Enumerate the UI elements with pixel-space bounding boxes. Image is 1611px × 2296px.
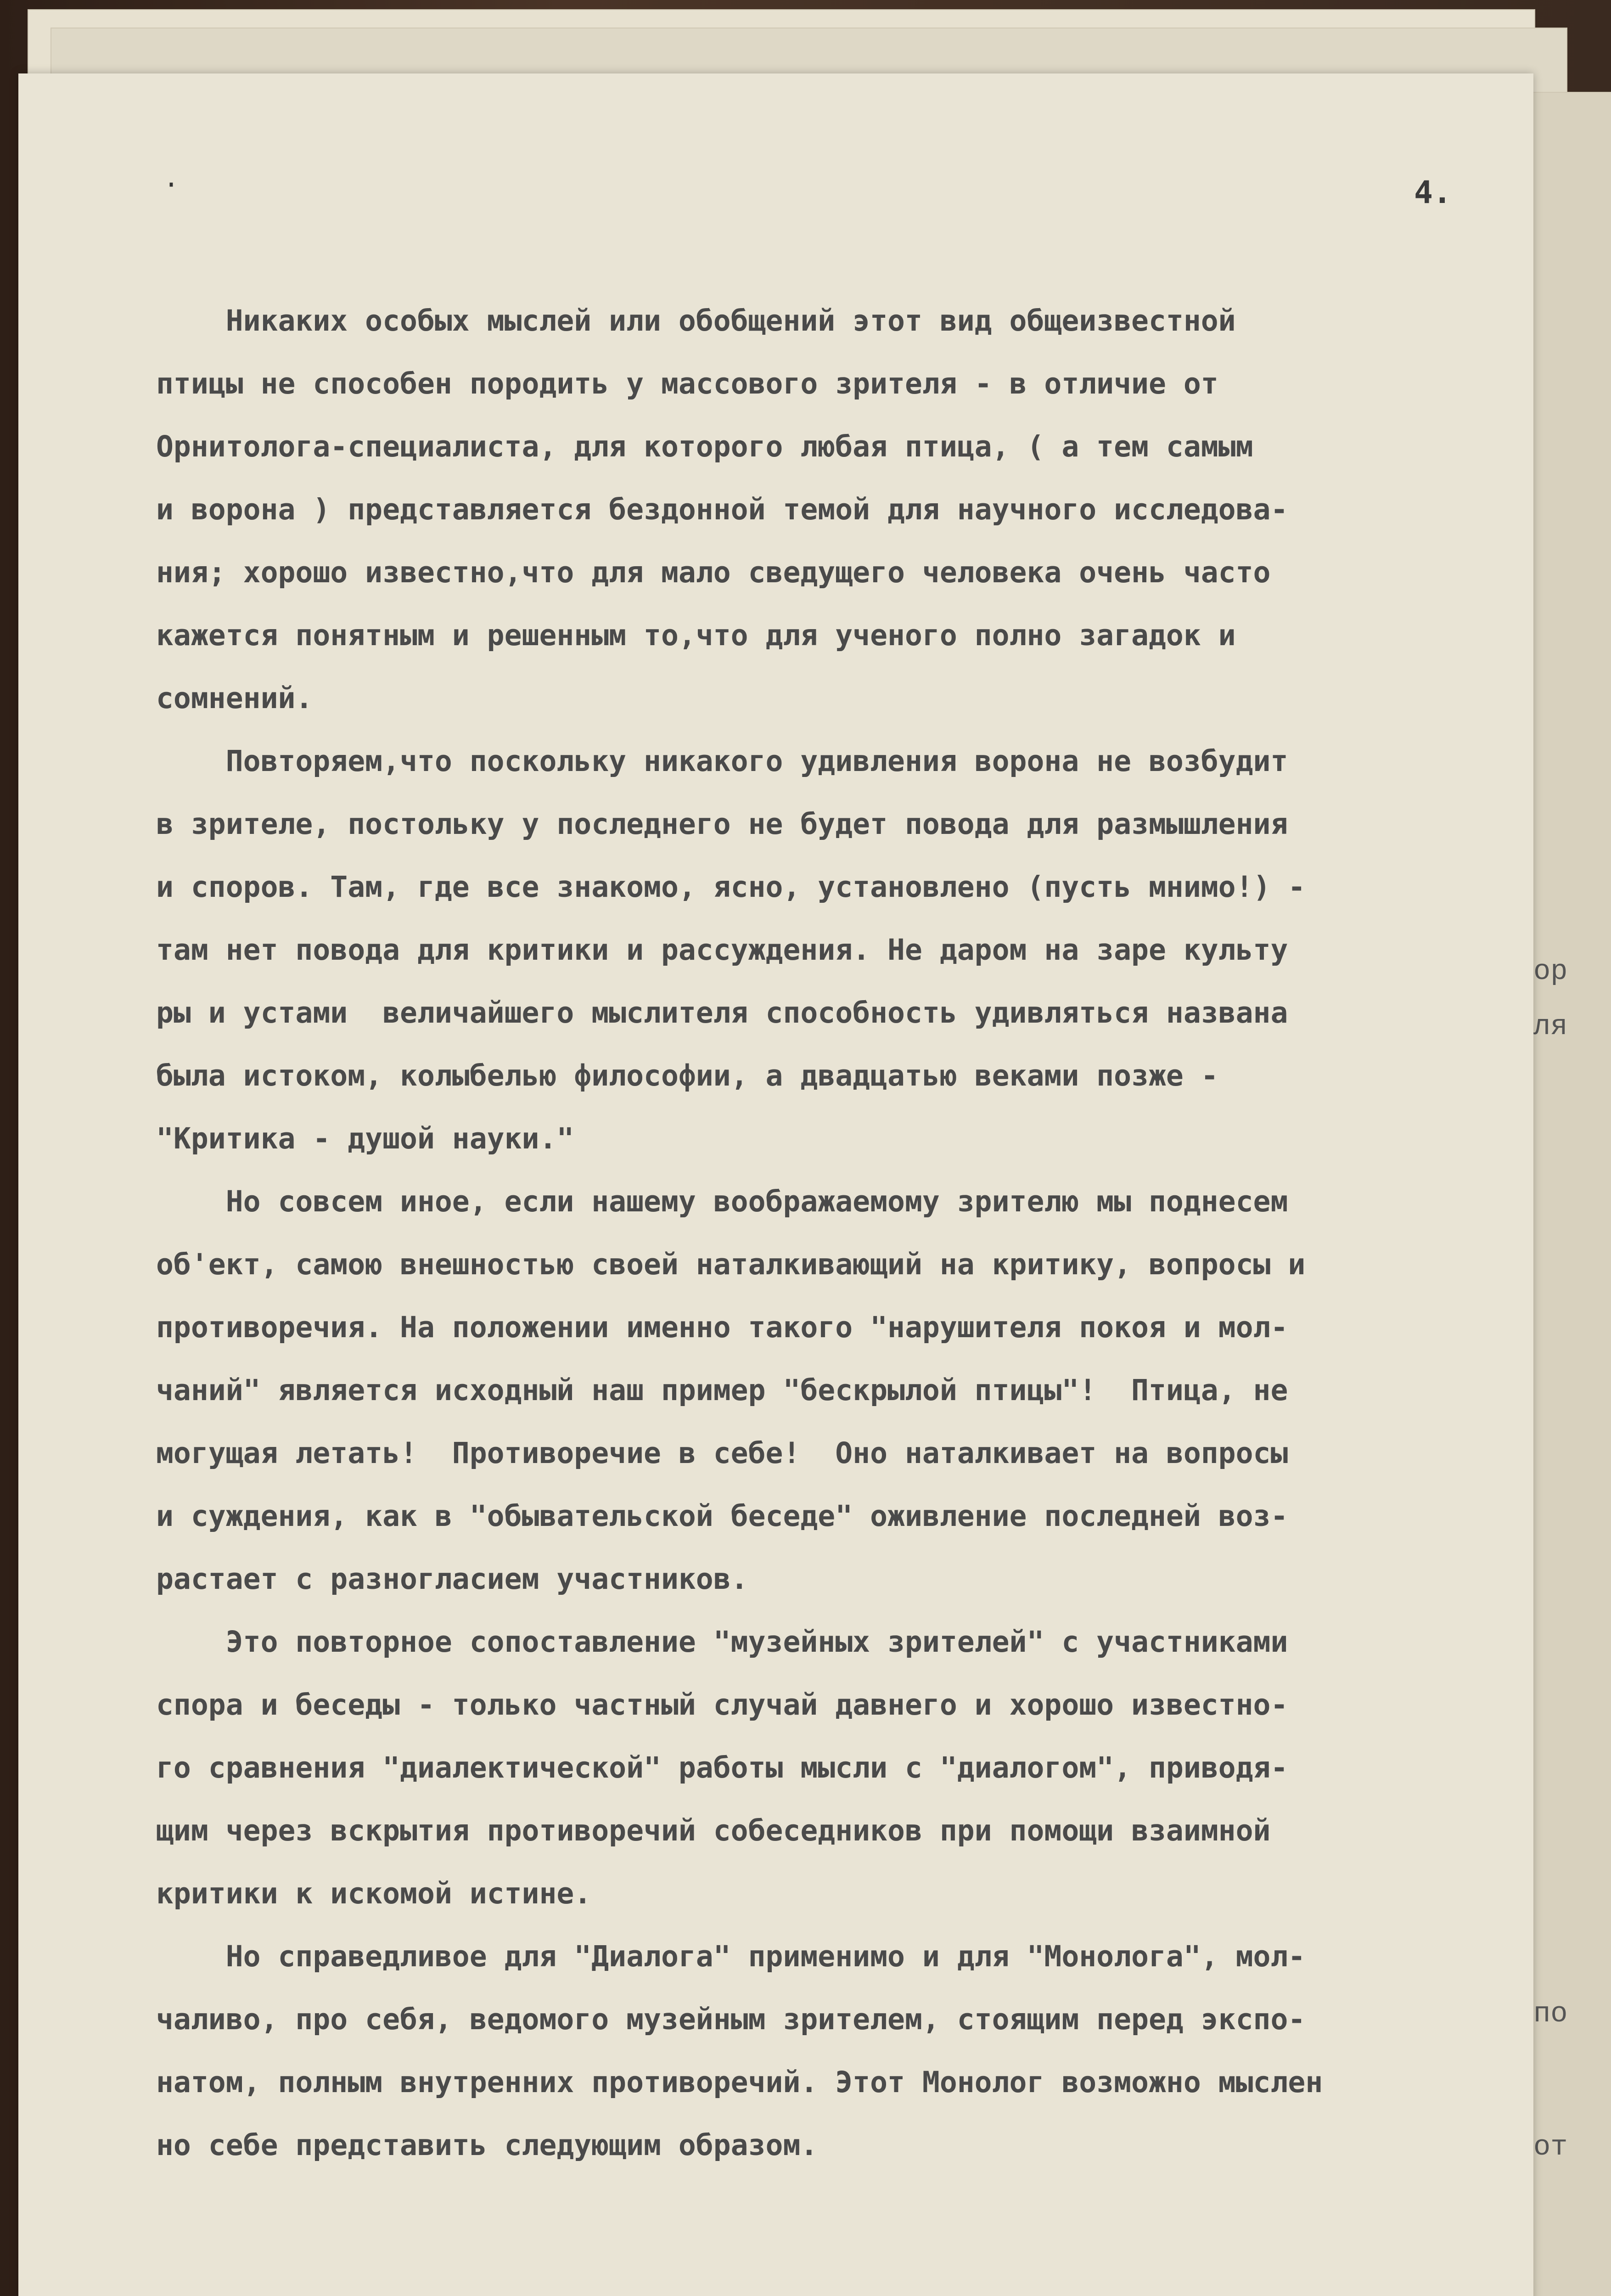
paragraph	[156, 289, 1529, 730]
text-line: го сравнения "диалектической" работы мысли с "диалогом", приводя-	[156, 1751, 1288, 1784]
side-fragment: ля	[1533, 1010, 1568, 1043]
text-line: и суждения, как в "обывательской беседе" оживление последней воз-	[156, 1499, 1288, 1533]
paragraph	[156, 1925, 1529, 2177]
text-line: ния; хорошо известно,что для мало сведущего человека очень часто	[156, 556, 1271, 589]
text-line: ры и устами величайшего мыслителя способность удивляться названа	[156, 996, 1288, 1030]
text-line: "Критика - душой науки."	[156, 1122, 574, 1155]
document-body	[156, 289, 1529, 2177]
document-page	[18, 73, 1533, 2296]
text-line: Орнитолога-специалиста, для которого любая птица, ( а тем самым	[156, 430, 1253, 463]
text-line: Никаких особых мыслей или обобщений этот вид общеизвестной	[156, 304, 1236, 338]
side-fragment: от	[1533, 2131, 1568, 2163]
paragraph	[156, 1170, 1529, 1610]
text-line: об'ект, самою внешностью своей наталкивающий на критику, вопросы и	[156, 1248, 1306, 1281]
text-line: сомнений.	[156, 681, 313, 715]
page-number: 4.	[1414, 174, 1452, 211]
text-line: но себе представить следующим образом.	[156, 2128, 818, 2162]
text-line: спора и беседы - только частный случай давнего и хорошо известно-	[156, 1688, 1288, 1722]
side-fragment: по	[1533, 1998, 1568, 2030]
text-line: натом, полным внутренних противоречий. Этот Монолог возможно мыслен	[156, 2065, 1323, 2099]
text-line: кажется понятным и решенным то,что для ученого полно загадок и	[156, 619, 1236, 652]
text-line: чаливо, про себя, ведомого музейным зрителем, стоящим перед экспо-	[156, 2003, 1306, 2036]
text-line: там нет повода для критики и рассуждения. Не даром на заре культу	[156, 933, 1288, 967]
paragraph	[156, 1610, 1529, 1925]
text-line: и споров. Там, где все знакомо, ясно, установлено (пусть мнимо!) -	[156, 870, 1306, 904]
text-line: могущая летать! Противоречие в себе! Оно наталкивает на вопросы	[156, 1436, 1288, 1470]
text-line: и ворона ) представляется бездонной темой для научного исследова-	[156, 493, 1288, 526]
side-fragment: ор	[1533, 955, 1568, 988]
text-line: щим через вскрытия противоречий собеседников при помощи взаимной	[156, 1814, 1271, 1847]
text-line: чаний" является исходный наш пример "бескрылой птицы"! Птица, не	[156, 1373, 1288, 1407]
text-line: Но справедливое для "Диалога" применимо и для "Монолога", мол-	[156, 1940, 1306, 1973]
text-line: растает с разногласием участников.	[156, 1562, 748, 1596]
text-line: критики к искомой истине.	[156, 1877, 592, 1910]
text-line: Это повторное сопоставление "музейных зрителей" с участниками	[156, 1625, 1288, 1659]
text-line: Повторяем,что поскольку никакого удивления ворона не возбудит	[156, 744, 1288, 778]
text-line: птицы не способен породить у массового зрителя - в отличие от	[156, 367, 1218, 400]
text-line: противоречия. На положении именно такого "нарушителя покоя и мол-	[156, 1311, 1288, 1344]
text-line: Но совсем иное, если нашему воображаемому зрителю мы поднесем	[156, 1185, 1288, 1218]
text-line: была истоком, колыбелью философии, а двадцатью веками позже -	[156, 1059, 1218, 1092]
page-mark: ·	[163, 170, 180, 201]
paragraph	[156, 730, 1529, 1170]
text-line: в зрителе, постольку у последнего не будет повода для размышления	[156, 807, 1288, 841]
